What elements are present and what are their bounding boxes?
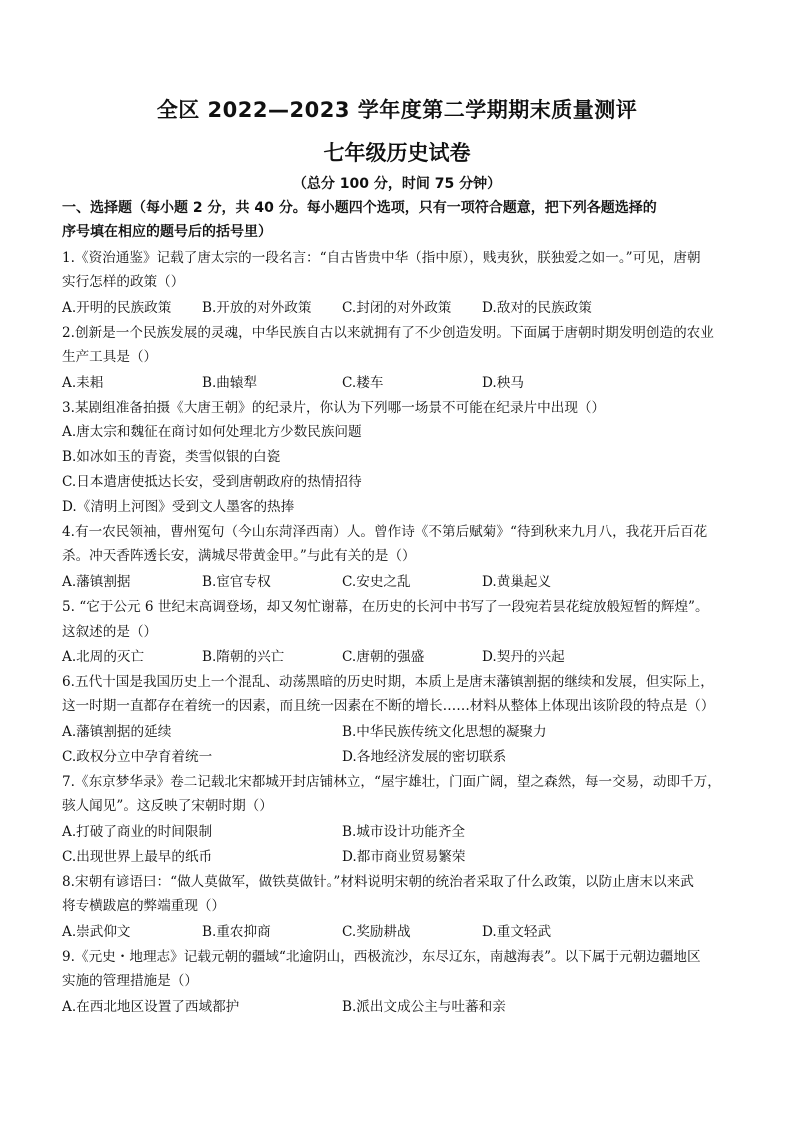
question-8-option-b: B.重农抑商 [202,924,271,940]
question-5-line-2: 这叙述的是（） [62,624,158,640]
question-6-option-c: C.政权分立中孕育着统一 [62,749,213,765]
question-7-option-b: B.城市设计功能齐全 [342,824,466,840]
question-4-line-2: 杀。冲天香阵透长安，满城尽带黄金甲。”与此有关的是（） [62,548,416,564]
question-8-line-2: 将专横跋扈的弊端重现（） [62,898,226,914]
question-9-option-b: B.派出文成公主与吐蕃和亲 [342,999,506,1015]
question-1-line-2: 实行怎样的政策（） [62,274,185,290]
question-3-option-a: A.唐太宗和魏征在商讨如何处理北方少数民族问题 [62,424,362,440]
question-6-option-b: B.中华民族传统文化思想的凝聚力 [342,724,547,740]
section-heading-line-2: 序号填在相应的题号后的括号里） [62,224,272,240]
exam-title: 全区 2022—2023 学年度第二学期期末质量测评 [156,98,638,122]
question-1-option-d: D.敌对的民族政策 [482,300,592,316]
question-3-line-1: 3.某剧组准备拍摄《大唐王朝》的纪录片，你认为下列哪一场景不可能在纪录片中出现（） [62,400,606,416]
question-8-option-c: C.奖励耕战 [342,924,411,940]
question-7-line-1: 7.《东京梦华录》卷二记载北宋都城开封店铺林立，“屋宇雄壮，门面广阔，望之森然，每一交易，动即千万， [62,774,721,790]
question-7-option-a: A.打破了商业的时间限制 [62,824,213,840]
question-9-line-2: 实施的管理措施是（） [62,973,198,989]
question-9-line-1: 9.《元史・地理志》记载元朝的疆域“北逾阴山，西极流沙，东尽辽东，南越海表”。以下属于元朝边疆地区 [62,949,701,965]
question-9-option-a: A.在西北地区设置了西域都护 [62,999,240,1015]
question-1-line-1: 1.《资治通鉴》记载了唐太宗的一段名言：“自古皆贵中华（指中原），贱夷狄，朕独爱之如一。”可见，唐朝 [62,250,701,266]
question-2-option-d: D.秧马 [482,375,524,391]
question-2-option-a: A.耒耜 [62,375,104,391]
question-3-option-b: B.如冰如玉的青瓷，类雪似银的白瓷 [62,449,281,465]
question-5-option-c: C.唐朝的强盛 [342,649,425,665]
question-2-line-1: 2.创新是一个民族发展的灵魂，中华民族自古以来就拥有了不少创造发明。下面属于唐朝时期发明创造的农业 [62,325,714,341]
question-8-line-1: 8.宋朝有谚语曰：“做人莫做军，做铁莫做针。”材料说明宋朝的统治者采取了什么政策，以防止唐末以来武 [62,874,694,890]
question-5-option-b: B.隋朝的兴亡 [202,649,285,665]
question-6-option-a: A.藩镇割据的延续 [62,724,172,740]
question-2-option-b: B.曲辕犁 [202,375,258,391]
question-5-line-1: 5. “它于公元 6 世纪末高调登场，却又匆忙谢幕，在历史的长河中书写了一段宛若昙花绽放般短暂的辉煌”。 [62,599,709,615]
question-3-option-c: C.日本遣唐使抵达长安，受到唐朝政府的热情招待 [62,474,362,490]
question-7-line-2: 骇人闻见”。这反映了宋朝时期（） [62,798,273,814]
question-4-option-c: C.安史之乱 [342,574,411,590]
question-4-option-d: D.黄巢起义 [482,574,552,590]
question-6-line-1: 6.五代十国是我国历史上一个混乱、动荡黑暗的历史时期，本质上是唐末藩镇割据的继续和发展，但实际上， [62,674,714,690]
question-3-option-d: D.《清明上河图》受到文人墨客的热捧 [62,499,295,515]
question-8-option-d: D.重文轻武 [482,924,552,940]
section-heading-line-1: 一、选择题（每小题 2 分，共 40 分。每小题四个选项，只有一项符合题意，把下列各题选择的 [62,200,657,216]
question-4-option-b: B.宦官专权 [202,574,271,590]
exam-subtitle: 七年级历史试卷 [323,141,471,165]
question-4-line-1: 4.有一农民领袖，曹州冤句（今山东菏泽西南）人。曾作诗《不第后赋菊》“待到秋来九月八，我花开后百花 [62,524,708,540]
question-2-line-2: 生产工具是（） [62,349,158,365]
question-1-option-a: A.开明的民族政策 [62,300,172,316]
question-5-option-a: A.北周的灭亡 [62,649,145,665]
question-6-option-d: D.各地经济发展的密切联系 [342,749,507,765]
question-1-option-b: B.开放的对外政策 [202,300,312,316]
question-7-option-d: D.都市商业贸易繁荣 [342,849,466,865]
question-8-option-a: A.崇武仰文 [62,924,131,940]
question-6-line-2: 这一时期一直都存在着统一的因素，而且统一因素在不断的增长……材料从整体上体现出该阶段的特点是（） [62,698,715,714]
question-7-option-c: C.出现世界上最早的纸币 [62,849,213,865]
question-5-option-d: D.契丹的兴起 [482,649,565,665]
question-4-option-a: A.藩镇割据 [62,574,131,590]
question-2-option-c: C.耧车 [342,375,384,391]
exam-note: （总分 100 分，时间 75 分钟） [292,176,502,192]
question-1-option-c: C.封闭的对外政策 [342,300,452,316]
